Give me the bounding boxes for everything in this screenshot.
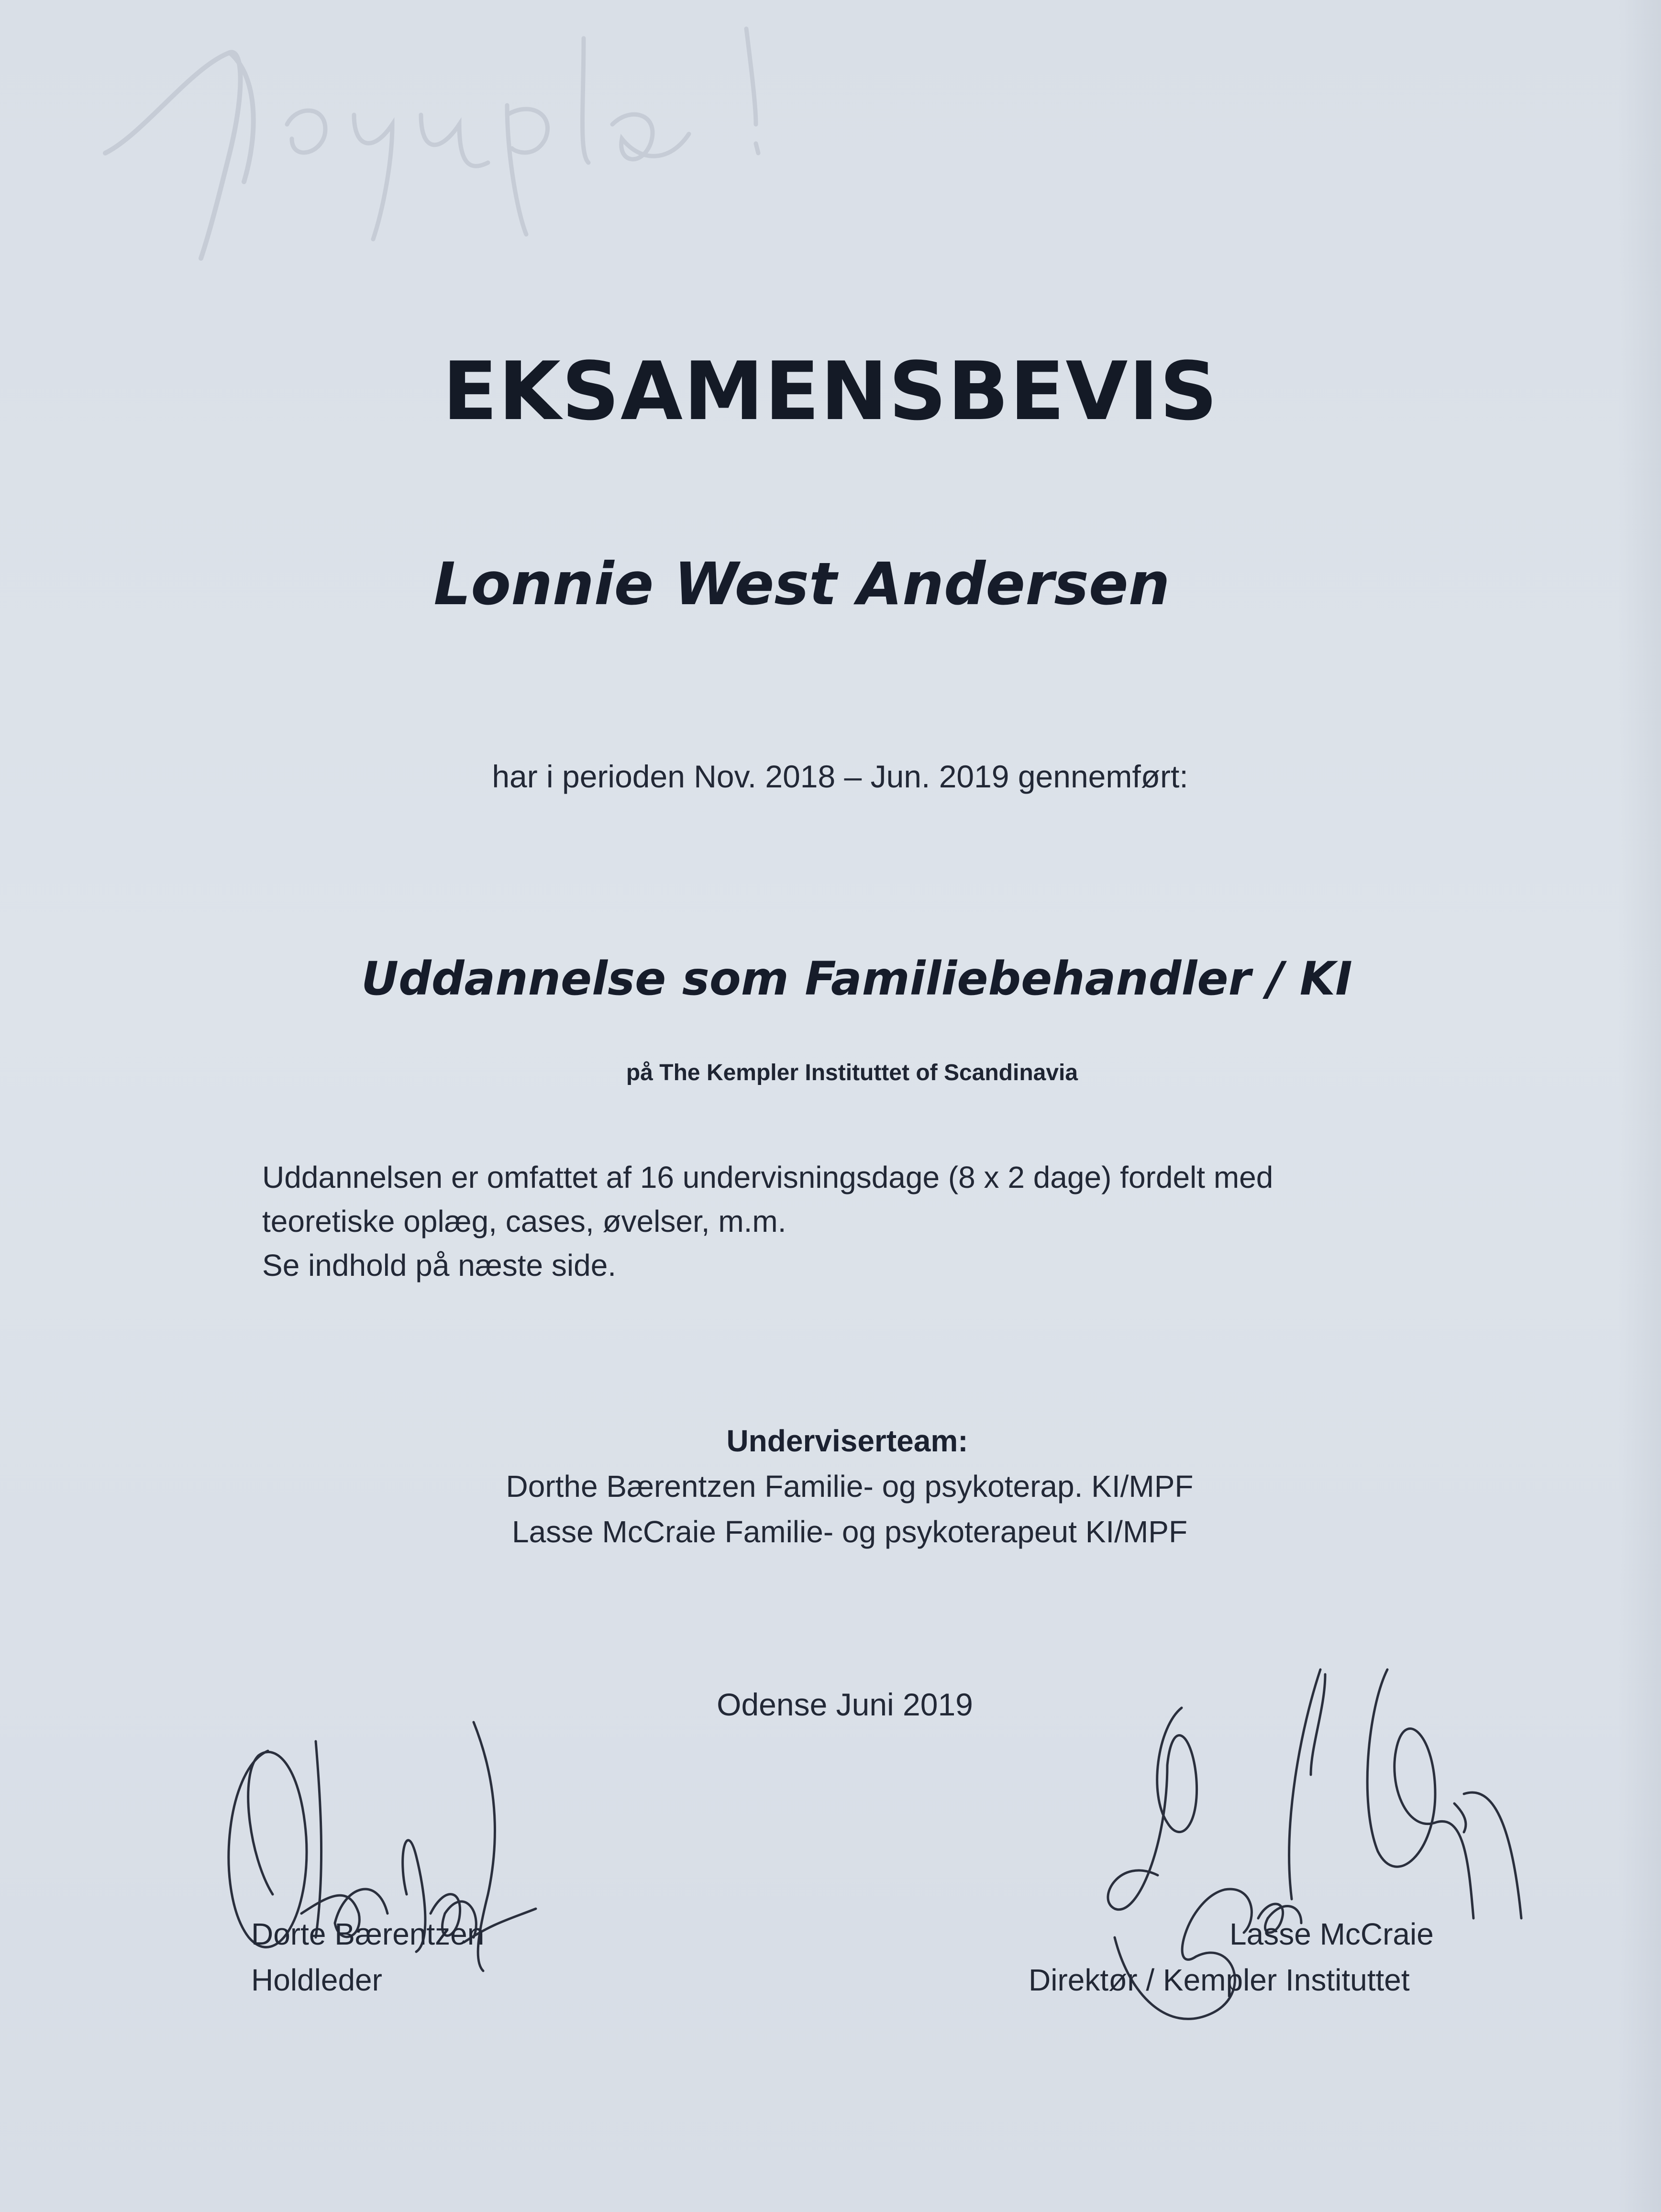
signatory-role: Holdleder xyxy=(251,1963,382,1997)
description-line: teoretiske oplæg, cases, øvelser, m.m. xyxy=(262,1204,786,1239)
signatory-right xyxy=(1029,1911,1434,2003)
signatory-name: Dorte Bærentzen xyxy=(251,1917,485,1951)
student-name: Lonnie West Andersen xyxy=(433,550,1170,618)
teaching-team-heading: Underviserteam: xyxy=(726,1424,968,1458)
signatory-name: Lasse McCraie xyxy=(1229,1917,1434,1951)
institute-line: på The Kempler Instituttet of Scandinavia xyxy=(626,1060,1078,1085)
course-description xyxy=(262,1155,1506,1287)
description-line: Se indhold på næste side. xyxy=(262,1248,617,1283)
course-title: Uddannelse som Familiebehandler / KI xyxy=(361,952,1352,1006)
page-edge-shadow xyxy=(1618,0,1661,2212)
signatory-left xyxy=(251,1911,484,2003)
watermark-scribble xyxy=(86,10,852,277)
description-line: Uddannelsen er omfattet af 16 undervisningsdage (8 x 2 dage) fordelt med xyxy=(262,1160,1273,1194)
certificate-title: EKSAMENSBEVIS xyxy=(443,344,1218,438)
teaching-team-member: Dorthe Bærentzen Familie- og psykoterap. KI/MPF xyxy=(506,1469,1194,1504)
teaching-team-member: Lasse McCraie Familie- og psykoterapeut KI/MPF xyxy=(511,1515,1188,1549)
place-date: Odense Juni 2019 xyxy=(717,1687,973,1722)
period-text: har i perioden Nov. 2018 – Jun. 2019 gennemført: xyxy=(492,759,1188,794)
signatory-role: Direktør / Kempler Instituttet xyxy=(1029,1963,1410,1997)
